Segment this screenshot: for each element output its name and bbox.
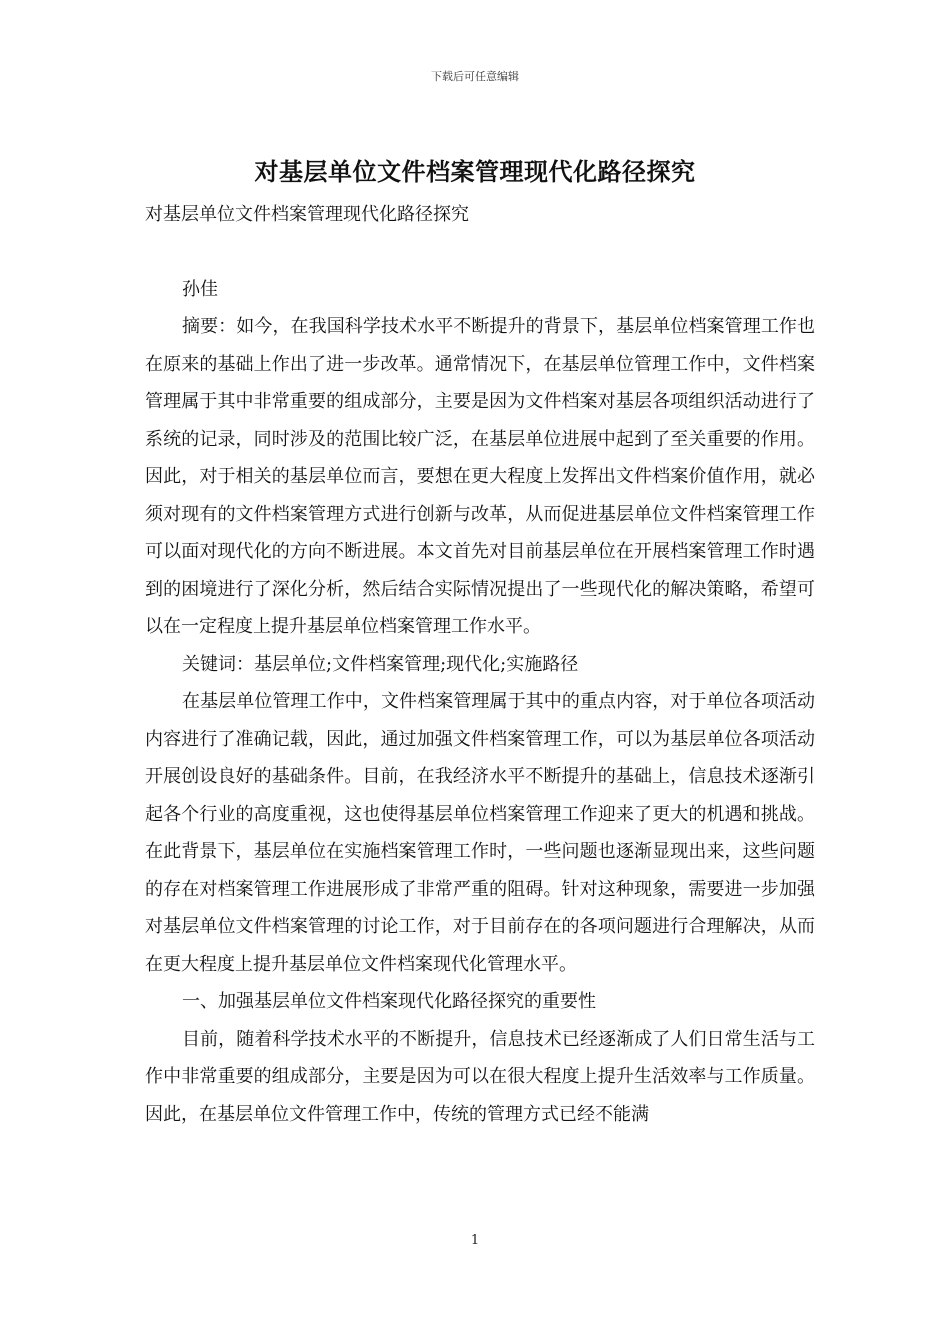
abstract-paragraph: 摘要：如今，在我国科学技术水平不断提升的背景下，基层单位档案管理工作也在原来的基础上作出了进一步改革。通常情况下，在基层单位管理工作中，文件档案管理属于其中非常重要的组成部分，主要是因为文件档案对基层各项组织活动进行了系统的记录，同时涉及的范围比较广泛，在基层单位进展中起到了至关重要的作用。因此，对于相关的基层单位而言，要想在更大程度上发挥出文件档案价值作用，就必须对现有的文件档案管理方式进行创新与改革，从而促进基层单位文件档案管理工作可以面对现代化的方向不断进展。本文首先对目前基层单位在开展档案管理工作时遇到的困境进行了深化分析，然后结合实际情况提出了一些现代化的解决策略，希望可以在一定程度上提升基层单位档案管理工作水平。: [145, 316, 815, 637]
document-body: [145, 196, 815, 1133]
page-header: 下载后可任意编辑: [431, 70, 519, 83]
section-heading: 一、加强基层单位文件档案现代化路径探究的重要性: [182, 991, 596, 1012]
author-name: 孙佳: [182, 278, 218, 300]
intro-paragraph: 在基层单位管理工作中，文件档案管理属于其中的重点内容，对于单位各项活动内容进行了准确记载，因此，通过加强文件档案管理工作，可以为基层单位各项活动开展创设良好的基础条件。目前，在我经济水平不断提升的基础上，信息技术逐渐引起各个行业的高度重视，这也使得基层单位档案管理工作迎来了更大的机遇和挑战。在此背景下，基层单位在实施档案管理工作时，一些问题也逐渐显现出来，这些问题的存在对档案管理工作进展形成了非常严重的阻碍。针对这种现象，需要进一步加强对基层单位文件档案管理的讨论工作，对于目前存在的各项问题进行合理解决，从而在更大程度上提升基层单位文件档案现代化管理水平。: [145, 691, 815, 975]
section-paragraph: 目前，随着科学技术水平的不断提升，信息技术已经逐渐成了人们日常生活与工作中非常重要的组成部分，主要是因为可以在很大程度上提升生活效率与工作质量。因此，在基层单位文件管理工作中，传统的管理方式已经不能满: [145, 1028, 815, 1125]
document-subtitle: 对基层单位文件档案管理现代化路径探究: [145, 204, 469, 225]
page-number: 1: [470, 1233, 480, 1248]
blank-line: [145, 234, 815, 271]
document-title: 对基层单位文件档案管理现代化路径探究: [254, 157, 696, 186]
keywords-line: 关键词：基层单位;文件档案管理;现代化;实施路径: [182, 653, 579, 675]
